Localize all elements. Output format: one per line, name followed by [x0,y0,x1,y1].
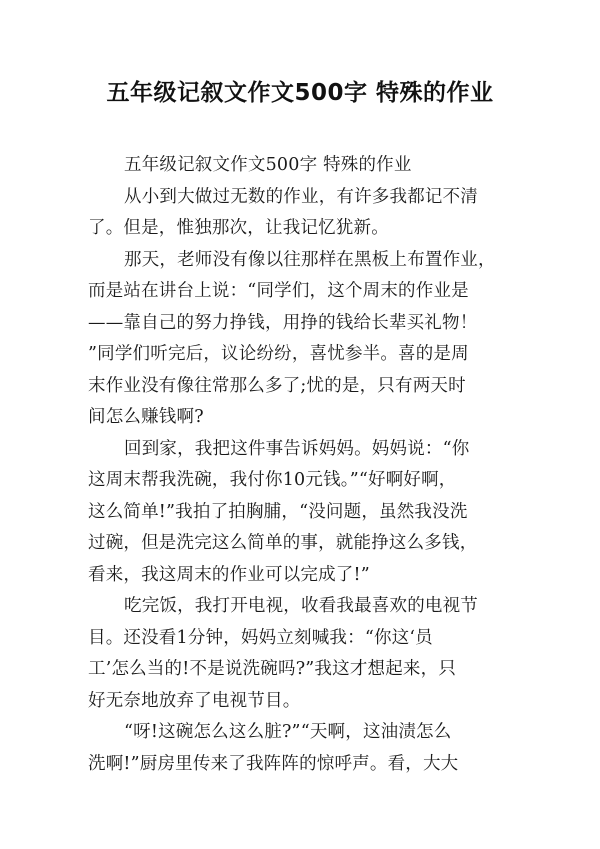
text-line: 看来，我这周末的作业可以完成了!” [88,564,370,585]
text-line: 这周末帮我洗碗，我付你10元钱。”“好啊好啊， [88,470,457,490]
text-line: 末作业没有像往常那么多了;忧的是，只有两天时 [88,375,466,396]
text-line: ——靠自己的努力挣钱，用挣的钱给长辈买礼物！ [88,312,478,333]
text-line: 过碗，但是洗完这么简单的事，就能挣这么多钱， [88,533,478,553]
text-line: ”同学们听完后，议论纷纷，喜忧参半。喜的是周 [88,344,469,364]
text-line: 从小到大做过无数的作业，有许多我都记不清 [124,186,478,207]
text-line: 而是站在讲台上说：“同学们，这个周末的作业是 [88,281,469,301]
text-line: 那天，老师没有像以往那样在黑板上布置作业， [124,249,496,270]
text-line: “呀!这碗怎么这么脏?”“天啊，这油渍怎么 [124,722,452,742]
document-title: 五年级记叙文作文500字 特殊的作业 [106,80,494,106]
text-line: 吃完饭，我打开电视，收看我最喜欢的电视节 [124,596,478,616]
text-line: 了。但是，惟独那次，让我记忆犹新。 [88,218,389,238]
text-line: 五年级记叙文作文500字 特殊的作业 [124,155,412,175]
text-line: 目。还没看1分钟，妈妈立刻喊我：“你这‘员 [88,627,433,648]
text-line: 工’怎么当的!不是说洗碗吗?”我这才想起来，只 [88,659,457,679]
document-body [88,150,520,780]
text-line: 间怎么赚钱啊? [88,407,204,427]
text-line: 这么简单!”我拍了拍胸脯，“没问题，虽然我没洗 [88,501,468,522]
text-line: 好无奈地放弃了电视节目。 [88,690,301,711]
text-line: 洗啊!”厨房里传来了我阵阵的惊呼声。看，大大 [88,753,459,774]
text-line: 回到家，我把这件事告诉妈妈。妈妈说：“你 [124,438,470,459]
